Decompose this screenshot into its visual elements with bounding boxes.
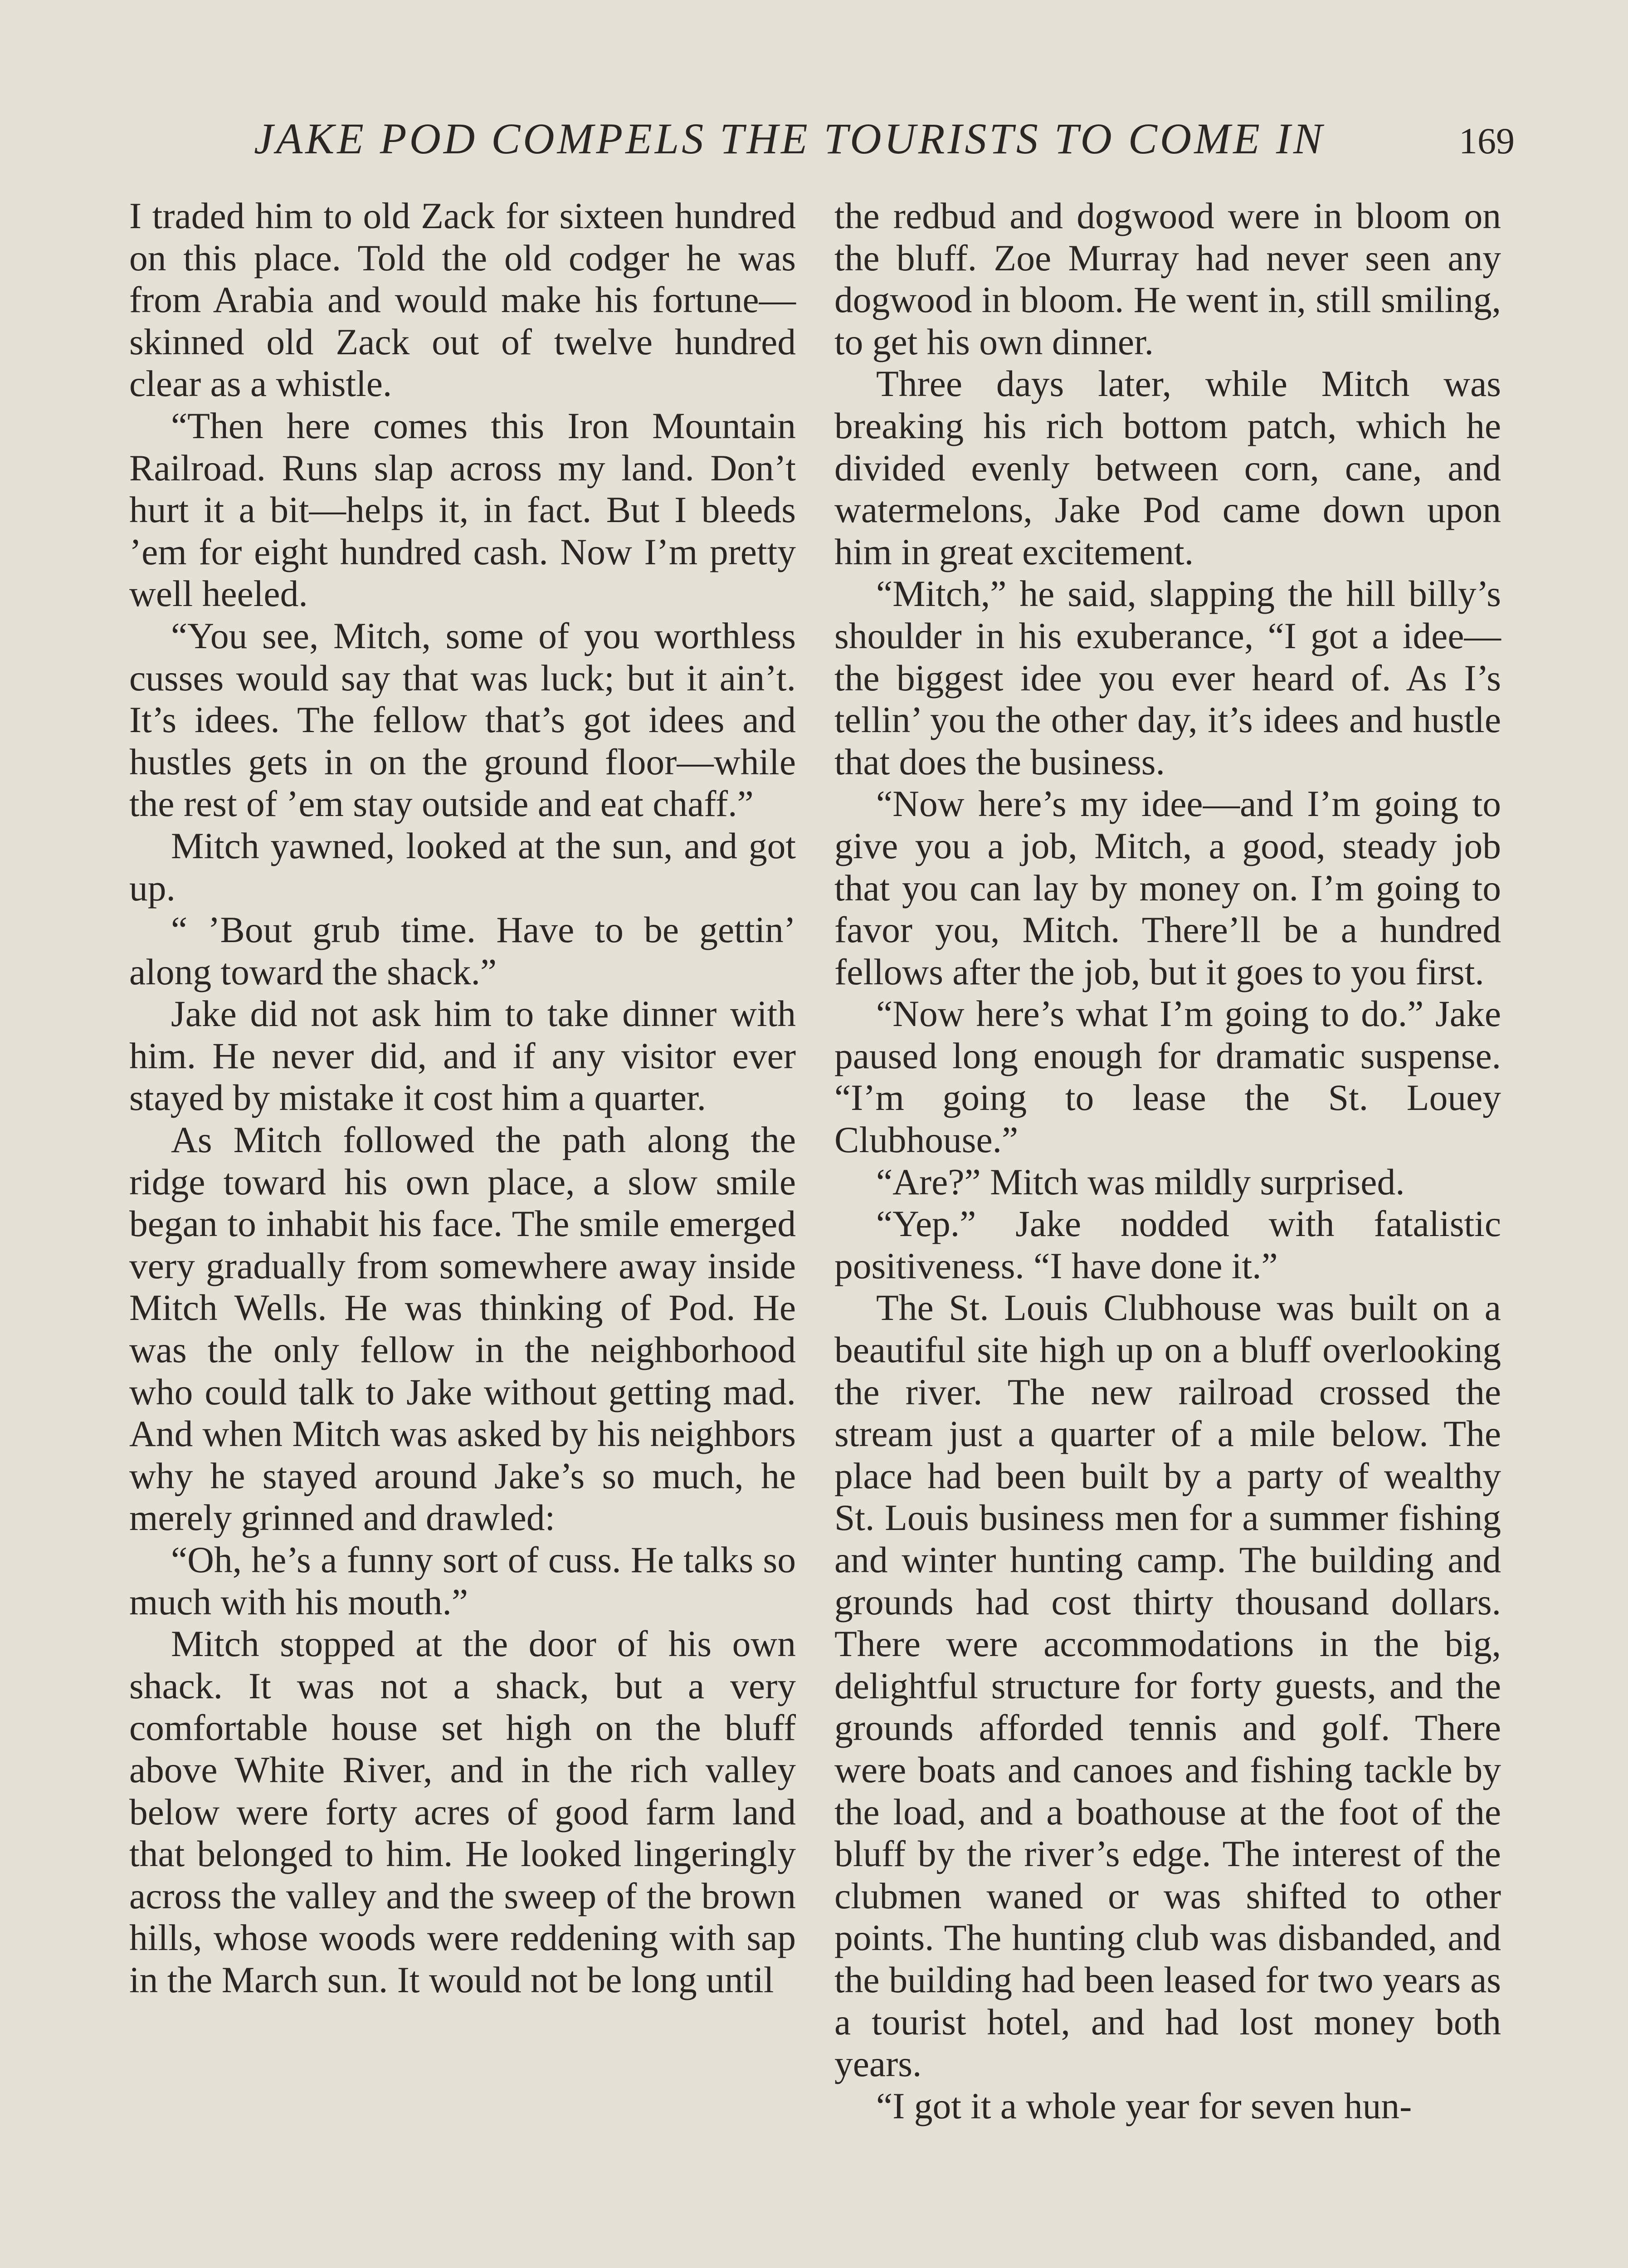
paragraph: “ ’Bout grub time. Have to be gettin’ along toward the shack.” (129, 909, 796, 992)
paragraph: Mitch yawned, looked at the sun, and got up. (129, 825, 796, 909)
paragraph: Three days later, while Mitch was breaking his rich bottom patch, which he divided evenly between corn, cane, and watermelons, Jake Pod came down upon him in great excitement. (834, 363, 1501, 572)
paragraph: “You see, Mitch, some of you worthless cusses would say that was luck; but it ain’t. It’s idees. The fellow that’s got idees and hustles gets in on the ground floor—while the rest of ’em stay outside and eat chaff.” (129, 615, 796, 825)
paragraph: As Mitch followed the path along the ridge toward his own place, a slow smile began to inhabit his face. The smile emerged very gradually from somewhere away inside Mitch Wells. He was thinking of Pod. He was the only fellow in the neighborhood who could talk to Jake without getting mad. And when Mitch was asked by his neighbors why he stayed around Jake’s so much, he merely grinned and drawled: (129, 1119, 796, 1539)
running-head: JAKE POD COMPELS THE TOURISTS TO COME IN (254, 114, 1325, 163)
paragraph: The St. Louis Clubhouse was built on a beautiful site high up on a bluff overlooking the river. The new railroad crossed the stream just a quarter of a mile below. The place had been built by a party of wealthy St. Louis business men for a summer fishing and winter hunting camp. The building and grounds had cost thirty thousand dollars. There were accommodations in the big, delightful structure for forty guests, and the grounds afforded tennis and golf. There were boats and canoes and fishing tackle by the load, and a boathouse at the foot of the bluff by the river’s edge. The interest of the clubmen waned or was shifted to other points. The hunting club was disbanded, and the building had been leased for two years as a tourist hotel, and had lost money both years. (834, 1287, 1501, 2085)
paragraph: “Now here’s what I’m going to do.” Jake paused long enough for dramatic suspense. “I’m going to lease the St. Louey Clubhouse.” (834, 993, 1501, 1161)
paragraph: Mitch stopped at the door of his own shack. It was not a shack, but a very comfortable house set high on the bluff above White River, and in the rich valley below were forty acres of good farm land that belonged to him. He looked lingeringly across the valley and the sweep of the brown hills, whose woods were reddening with sap in the March sun. It would not be long until (129, 1623, 796, 2000)
paragraph: “Are?” Mitch was mildly surprised. (876, 1161, 1405, 1202)
left-column (129, 195, 796, 2001)
paragraph: Jake did not ask him to take dinner with him. He never did, and if any visitor ever stayed by mistake it cost him a quarter. (129, 993, 796, 1119)
paragraph: I traded him to old Zack for sixteen hundred on this place. Told the old codger he was from Arabia and would make his fortune—skinned old Zack out of twelve hundred clear as a whistle. (129, 195, 796, 405)
page-header (254, 113, 1515, 164)
paragraph: “Oh, he’s a funny sort of cuss. He talks so much with his mouth.” (129, 1539, 796, 1623)
right-column (834, 195, 1501, 2127)
paragraph: the redbud and dogwood were in bloom on the bluff. Zoe Murray had never seen any dogwood in bloom. He went in, still smiling, to get his own dinner. (834, 195, 1501, 362)
paragraph: “Then here comes this Iron Mountain Railroad. Runs slap across my land. Don’t hurt it a bit—helps it, in fact. But I bleeds ’em for eight hundred cash. Now I’m pretty well heeled. (129, 405, 796, 615)
paragraph: “I got it a whole year for seven hun- (876, 2085, 1412, 2126)
page-number: 169 (1459, 120, 1515, 161)
paragraph: “Yep.” Jake nodded with fatalistic positiveness. “I have done it.” (834, 1203, 1501, 1286)
paragraph: “Mitch,” he said, slapping the hill billy’s shoulder in his exuberance, “I got a idee—the biggest idee you ever heard of. As I’s tellin’ you the other day, it’s idees and hustle that does the business. (834, 573, 1501, 782)
paragraph: “Now here’s my idee—and I’m going to give you a job, Mitch, a good, steady job that you can lay by money on. I’m going to favor you, Mitch. There’ll be a hundred fellows after the job, but it goes to you first. (834, 783, 1501, 992)
